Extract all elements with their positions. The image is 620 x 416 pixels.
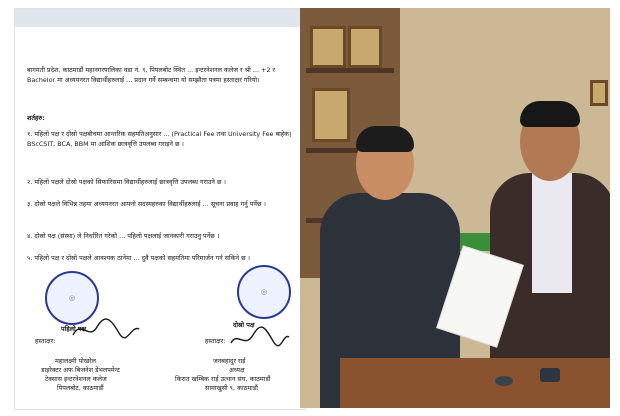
- document-clause-3: ३. दोस्रो पक्षले विभिन्न तहमा अध्ययनरत आफ्नो सदस्यहरुका विद्यार्थीहरुलाई ... सूचना प्रवाह गर्नु पर्नेछ ।: [27, 200, 266, 208]
- left-signatory-name: महालक्ष्मी पोखरेल: [55, 357, 97, 365]
- left-signatory-org: टेक्सास इन्टरनेशनल कलेज: [45, 375, 107, 383]
- wooden-table: [340, 358, 610, 408]
- right-signature-label: हस्ताक्षर:: [205, 337, 226, 345]
- first-party-label: पहिलो पक्ष: [61, 325, 87, 333]
- agreement-document: [14, 8, 306, 410]
- document-intro-paragraph: बागमती प्रदेश, काठमाडौं महानगरपालिका वडा नं. ९, पिपलबोट स्थित ... इन्टरनेशनल कलेज र श्री ... +2 र Bachelor मा अध्ययनरत विद्यार्थीहरुलाई ... प्रदान गर्ने सम्बन्धमा यो सम्झौता पत्रमा हस्ताक्षर गरियो।: [27, 66, 276, 84]
- document-clause-1: १. पहिलो पक्ष र दोस्रो पक्षबीचमा आन्तरिक सहमतिअनुसार ... (Practical Fee तथा University Fee बाहेक) BScCSIT, BCA, BBM मा आंशिक छात्रवृत्ति उपलब्ध गराइने छ ।: [27, 130, 292, 148]
- desk-cup: [540, 368, 560, 382]
- left-signatory-address: पिपलबोट, काठमाडौं: [57, 384, 104, 392]
- left-signatory-title: डाइरेक्टर अफ बिजनेश डेभलपमेन्ट: [41, 366, 120, 374]
- wall-photo-frame: [590, 80, 608, 106]
- person-right-shirt: [532, 173, 572, 293]
- right-organization-seal: [237, 265, 291, 319]
- left-handwritten-signature: [71, 315, 141, 343]
- right-signatory-title: अध्यक्ष: [229, 366, 245, 374]
- document-clause-5: ५. पहिलो पक्ष र दोस्रो पक्षले आवश्यक ठानेमा ... दुवै पक्षको सहमतिमा परिमार्जन गर्न सकिने छ ।: [27, 254, 251, 262]
- seal-left-icon: ◎: [68, 294, 76, 302]
- award-frame-2: [348, 26, 382, 68]
- document-top-strip: [15, 9, 305, 27]
- award-frame-3: [312, 88, 350, 142]
- award-frame-1: [310, 26, 346, 68]
- right-handwritten-signature: [229, 325, 291, 353]
- right-signatory-name: जनबहादुर राई: [213, 357, 246, 365]
- left-signature-label: हस्ताक्षर:: [35, 337, 56, 345]
- seal-right-icon: ◎: [260, 288, 268, 296]
- computer-mouse: [495, 376, 513, 386]
- document-clause-4: ४. दोस्रो पक्ष (संस्था) ले निर्धारित गरेको ... पहिलो पक्षलाई जानकारी गराउनु पर्नेछ ।: [27, 232, 220, 240]
- person-right-hair: [520, 101, 580, 127]
- right-signatory-address: सामाखुसी ९, काठमाडौं: [205, 384, 258, 392]
- right-signatory-org: किरात खम्बिक राई उत्थान संघ, काठमाडौं: [175, 375, 271, 383]
- document-section-heading: शर्तहरु:: [27, 114, 45, 122]
- document-clause-2: २. पहिलो पक्षले दोस्रो पक्षको सिफारिसमा विद्यार्थीहरुलाई छात्रवृत्ति उपलब्ध गराउने छ ।: [27, 178, 226, 186]
- agreement-exchange-photo: [300, 8, 610, 408]
- shelf-1: [306, 68, 394, 73]
- person-left-hair: [356, 126, 414, 152]
- second-party-label: दोस्रो पक्ष: [233, 321, 255, 329]
